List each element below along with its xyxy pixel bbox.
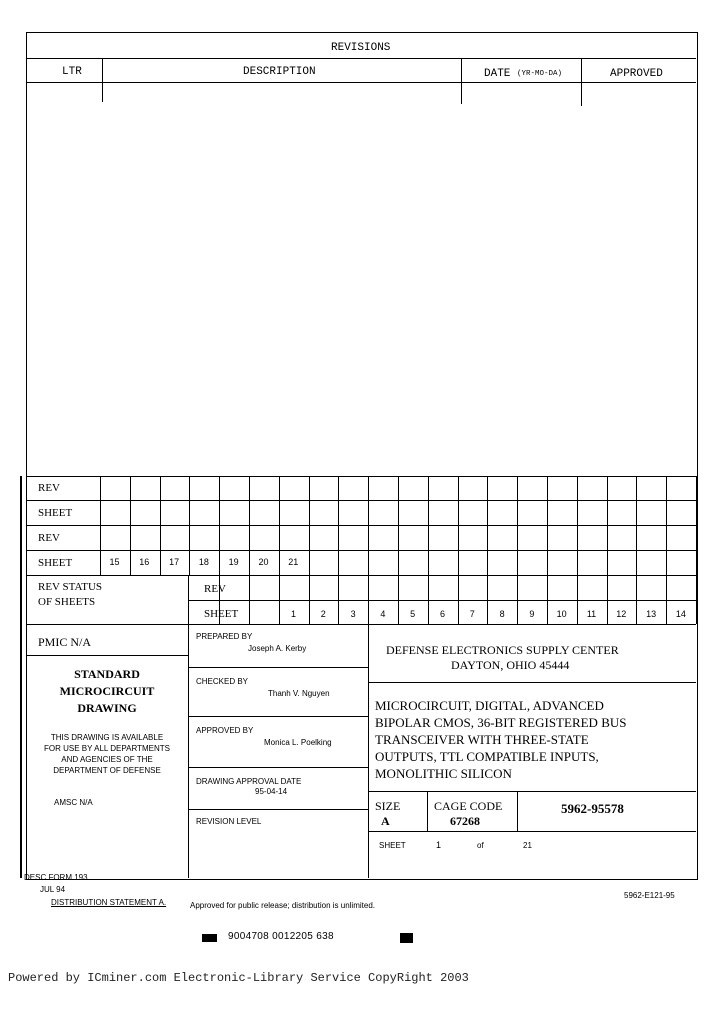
lower-sheet-number: 14 xyxy=(675,609,686,619)
row-sheet-label-2: SHEET xyxy=(38,557,73,569)
sheet-total: 21 xyxy=(523,841,532,850)
title-line2: BIPOLAR CMOS, 36-BIT REGISTERED BUS xyxy=(375,715,627,730)
row-sheet-label-1: SHEET xyxy=(38,507,73,519)
right-line-1 xyxy=(368,682,696,683)
sheet-of: of xyxy=(477,841,484,850)
lower-sheet-number: 6 xyxy=(439,609,445,619)
grid-line-6 xyxy=(188,600,696,601)
standard-line3: DRAWING xyxy=(77,701,137,715)
grid-col-line xyxy=(487,476,488,624)
pmic-label: PMIC N/A xyxy=(38,635,92,649)
grid-line-1 xyxy=(26,476,696,477)
size-value: A xyxy=(381,814,390,828)
sheet-label: SHEET xyxy=(379,841,406,850)
barcode-text: 9004708 0012205 638 xyxy=(228,931,334,942)
grid-line-3 xyxy=(26,525,696,526)
revisions-title: REVISIONS xyxy=(331,42,391,54)
avail-line4: DEPARTMENT OF DEFENSE xyxy=(53,766,161,775)
drawing-number: 5962-95578 xyxy=(561,801,624,816)
row-rev-label-2: REV xyxy=(38,532,60,544)
lower-sheet-number: 9 xyxy=(529,609,535,619)
lower-sheet-number: 3 xyxy=(350,609,356,619)
id-div-2 xyxy=(517,791,518,831)
prepared-name: Joseph A. Kerby xyxy=(248,644,307,653)
grid-line-5 xyxy=(26,575,696,576)
lower-sheet-number: 5 xyxy=(410,609,416,619)
upper-sheet-number: 19 xyxy=(228,557,239,567)
size-label: SIZE xyxy=(375,799,401,813)
grid-col-line xyxy=(219,476,220,624)
rev-col-div-2 xyxy=(461,58,462,104)
grid-line-7 xyxy=(26,624,696,625)
col-ltr: LTR xyxy=(62,66,82,78)
revision-level-label: REVISION LEVEL xyxy=(196,817,262,826)
right-line-2 xyxy=(368,791,696,792)
sheet-number: 1 xyxy=(436,840,442,850)
id-div-1 xyxy=(427,791,428,831)
mid-line-2 xyxy=(188,716,368,717)
grid-col-line xyxy=(458,476,459,624)
approval-date: 95-04-14 xyxy=(255,787,288,796)
barcode-block-left xyxy=(202,934,217,942)
mid-line-3 xyxy=(188,767,368,768)
grid-line-4 xyxy=(26,550,696,551)
agency-line2: DAYTON, OHIO 45444 xyxy=(451,658,570,672)
mid-line-1 xyxy=(188,667,368,668)
title-line1: MICROCIRCUIT, DIGITAL, ADVANCED xyxy=(375,698,604,713)
grid-col-line xyxy=(398,476,399,624)
grid-col-line xyxy=(636,476,637,624)
approval-date-label: DRAWING APPROVAL DATE xyxy=(196,777,302,786)
col-description: DESCRIPTION xyxy=(243,66,316,78)
doc-code: 5962-E121-95 xyxy=(624,891,675,900)
avail-line1: THIS DRAWING IS AVAILABLE xyxy=(50,733,164,742)
barcode-block-right xyxy=(400,933,413,943)
col-date-format: (YR-MO-DA) xyxy=(517,70,563,78)
approved-label: APPROVED BY xyxy=(196,726,254,735)
grid-col-line xyxy=(338,476,339,624)
row-rev-label-3: REV xyxy=(204,583,226,595)
upper-sheet-number: 17 xyxy=(169,557,180,567)
avail-line2: FOR USE BY ALL DEPARTMENTS xyxy=(44,744,170,753)
rev-header-line-1 xyxy=(26,58,696,59)
frame-left-thick xyxy=(20,476,22,878)
upper-sheet-number: 20 xyxy=(258,557,269,567)
form-date: JUL 94 xyxy=(40,885,66,894)
checked-name: Thanh V. Nguyen xyxy=(268,689,330,698)
title-line3: TRANSCEIVER WITH THREE-STATE xyxy=(375,732,589,747)
distribution-label: DISTRIBUTION STATEMENT A. xyxy=(51,898,167,907)
grid-col-line xyxy=(428,476,429,624)
grid-col-line xyxy=(666,476,667,624)
avail-line3: AND AGENCIES OF THE xyxy=(61,755,153,764)
lower-sheet-number: 2 xyxy=(320,609,326,619)
title-line5: MONOLITHIC SILICON xyxy=(375,766,512,781)
col-date: DATE xyxy=(484,68,511,80)
lower-sheet-number: 13 xyxy=(646,609,657,619)
block-div-left xyxy=(188,575,189,878)
grid-col-line xyxy=(249,476,250,624)
grid-col-line xyxy=(368,476,369,624)
upper-sheet-number: 15 xyxy=(109,557,120,567)
distribution-text: Approved for public release; distribution is unlimited. xyxy=(190,901,375,910)
grid-line-2 xyxy=(26,500,696,501)
title-line4: OUTPUTS, TTL COMPATIBLE INPUTS, xyxy=(375,749,599,764)
amsc-label: AMSC N/A xyxy=(54,798,93,807)
grid-col-line xyxy=(607,476,608,624)
form-number: DESC FORM 193 xyxy=(24,873,88,882)
cage-value: 67268 xyxy=(450,814,480,828)
agency-line1: DEFENSE ELECTRONICS SUPPLY CENTER xyxy=(386,643,619,657)
rev-col-div-1 xyxy=(102,58,103,102)
rev-col-div-3 xyxy=(581,58,582,106)
prepared-label: PREPARED BY xyxy=(196,632,253,641)
rev-header-line-2 xyxy=(26,82,696,83)
grid-col-line xyxy=(309,476,310,624)
lower-sheet-number: 4 xyxy=(380,609,386,619)
grid-col-line xyxy=(577,476,578,624)
cage-label: CAGE CODE xyxy=(434,799,503,813)
right-line-3 xyxy=(368,831,696,832)
rev-status-line2: OF SHEETS xyxy=(38,596,96,608)
row-sheet-label-3: SHEET xyxy=(204,608,239,620)
grid-col-line xyxy=(547,476,548,624)
block-div-mid xyxy=(368,624,369,878)
left-line-pmic xyxy=(26,655,188,656)
rev-status-line1: REV STATUS xyxy=(38,581,103,593)
upper-sheet-number: 16 xyxy=(139,557,150,567)
standard-line2: MICROCIRCUIT xyxy=(59,684,155,698)
mid-line-4 xyxy=(188,809,368,810)
col-approved: APPROVED xyxy=(610,68,663,80)
grid-col-line xyxy=(517,476,518,624)
upper-sheet-number: 21 xyxy=(288,557,299,567)
powered-by: Powered by ICminer.com Electronic-Library Service CopyRight 2003 xyxy=(8,971,469,985)
standard-line1: STANDARD xyxy=(74,667,140,681)
lower-sheet-number: 12 xyxy=(616,609,627,619)
grid-col-line xyxy=(279,476,280,624)
lower-sheet-number: 1 xyxy=(290,609,296,619)
checked-label: CHECKED BY xyxy=(196,677,249,686)
approved-name: Monica L. Poelking xyxy=(264,738,332,747)
lower-sheet-number: 11 xyxy=(586,609,597,619)
grid-col-line xyxy=(696,476,697,624)
lower-sheet-number: 8 xyxy=(499,609,505,619)
lower-sheet-number: 7 xyxy=(469,609,475,619)
upper-sheet-number: 18 xyxy=(198,557,209,567)
lower-sheet-number: 10 xyxy=(556,609,567,619)
row-rev-label-1: REV xyxy=(38,482,60,494)
